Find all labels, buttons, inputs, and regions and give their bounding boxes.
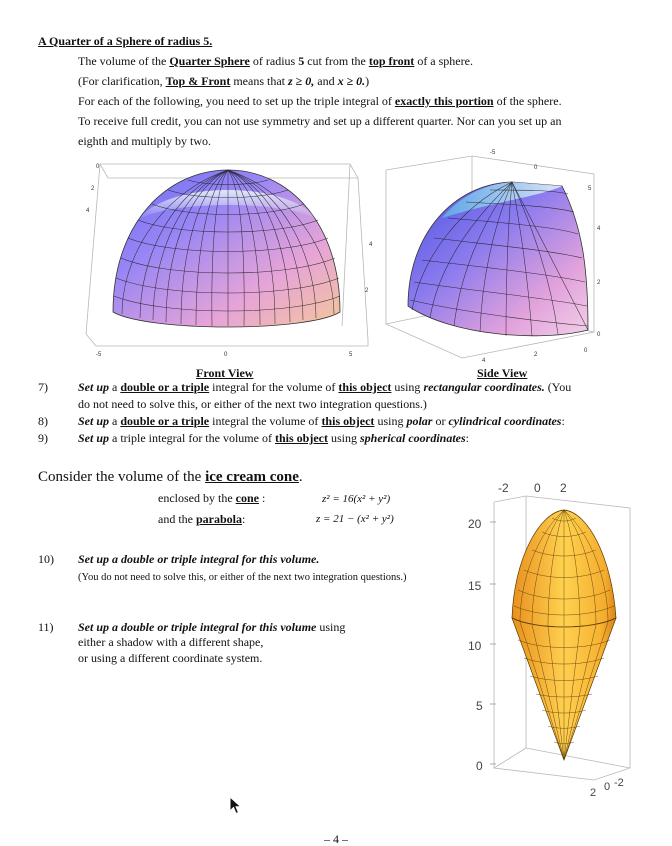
text: integral for the volume of [209, 380, 339, 394]
z-condition: z ≥ 0, [287, 74, 315, 88]
q10-number: 10) [38, 552, 54, 566]
text: enclosed by the [158, 491, 236, 505]
text: ) [365, 74, 370, 88]
text: polar [406, 414, 433, 428]
text: : [561, 414, 565, 428]
q11-option-1: either a shadow with a different shape, [78, 635, 264, 649]
ice-cream-cone-solid [512, 510, 616, 760]
text: double or a triple [120, 414, 210, 428]
cone-top-tick-3: 2 [560, 481, 567, 495]
text: Consider the volume of the [38, 469, 206, 485]
radius-value: 5 [298, 54, 305, 68]
front-tick-bottom-mid: 0 [224, 352, 228, 358]
text: : [465, 431, 469, 445]
cone-top-tick-1: -2 [498, 481, 509, 495]
cone-z-tick-10: 10 [468, 639, 482, 653]
x-condition: x ≥ 0. [337, 74, 366, 88]
text: (You [544, 380, 572, 394]
cone-z-tick-20: 20 [468, 517, 482, 531]
side-tick-right-4: 4 [597, 226, 601, 232]
intro-line [78, 51, 473, 71]
side-view-label: Side View [477, 366, 528, 380]
side-tick-top-left: -5 [490, 150, 496, 156]
text: of the sphere. [493, 94, 562, 108]
ice-cream-cone-term: ice cream cone [205, 469, 299, 485]
side-tick-top-mid: 0 [534, 165, 538, 171]
text: For each of the following, you need to set up the triple integral of [78, 94, 395, 108]
q7-note: do not need to solve this, or either of the next two integration questions.) [78, 397, 427, 411]
text: cylindrical coordinates [448, 414, 562, 428]
cone-z-tick-5: 5 [476, 699, 483, 713]
parabola-line [158, 509, 245, 529]
side-view-figure [382, 146, 608, 368]
text: Set up a double or triple integral for this volume [78, 620, 317, 634]
q8-text [78, 412, 565, 430]
cone-z-tick-15: 15 [468, 579, 482, 593]
text: spherical coordinates [359, 431, 466, 445]
text: and the [158, 512, 196, 526]
front-tick-right-4: 4 [369, 242, 373, 248]
top-front-term: top front [368, 54, 415, 68]
text: : [258, 491, 266, 505]
side-tick-bottom-4: 4 [482, 358, 486, 364]
q9-text [78, 429, 469, 447]
ice-cream-cone-figure [462, 478, 642, 800]
quarter-sphere-term: Quarter Sphere [169, 54, 250, 68]
text: rectangular coordinates. [423, 380, 545, 394]
side-tick-right-0: 0 [597, 332, 601, 338]
quarter-sphere-front [113, 170, 340, 327]
quarter-sphere-side [408, 182, 588, 336]
q9-number: 9) [38, 431, 48, 445]
cone-top-tick-2: 0 [534, 481, 541, 495]
text: : [242, 512, 246, 526]
side-tick-bottom-0: 0 [584, 348, 588, 354]
text: (For clarification, [78, 74, 166, 88]
text: using [327, 431, 360, 445]
text: integral the volume of [209, 414, 322, 428]
text: or [432, 414, 449, 428]
cone-z-tick-0: 0 [476, 759, 483, 773]
text: using [374, 414, 407, 428]
front-tick-left-top: 0 [96, 164, 100, 170]
text: a [109, 380, 121, 394]
q11-option-2: or using a different coordinate system. [78, 651, 263, 665]
clarification-line [78, 71, 369, 91]
cone-heading [38, 466, 303, 488]
cone-bottom-tick-2: 0 [604, 781, 611, 793]
q7-text [78, 378, 571, 396]
text: The volume of the [78, 54, 170, 68]
text: Set up [78, 431, 110, 445]
q11-number: 11) [38, 620, 54, 634]
text: means that [230, 74, 288, 88]
mouse-cursor-icon [229, 796, 243, 816]
text: cut from the [304, 54, 369, 68]
side-tick-top-right: 5 [588, 186, 592, 192]
front-view-label: Front View [196, 366, 254, 380]
side-tick-right-2: 2 [597, 280, 601, 286]
top-front-term: Top & Front [165, 74, 231, 88]
cone-equation: z² = 16(x² + y²) [322, 493, 391, 505]
cone-bottom-tick-3: -2 [614, 777, 624, 789]
text: and [314, 74, 338, 88]
enclosed-line [158, 488, 265, 508]
front-tick-left-mid: 2 [91, 186, 95, 192]
front-tick-bottom-left: -5 [96, 352, 102, 358]
q10-text: Set up a double or triple integral for this volume. [78, 552, 320, 566]
side-tick-bottom-2: 2 [534, 352, 538, 358]
text: double or a triple [120, 380, 210, 394]
text: of a sphere. [414, 54, 473, 68]
q8-number: 8) [38, 414, 48, 428]
cone-term: cone [235, 491, 259, 505]
front-tick-left-low: 4 [86, 208, 90, 214]
cone-bottom-tick-1: 2 [590, 787, 597, 799]
text: this object [321, 414, 375, 428]
credit-line-2: eighth and multiply by two. [78, 134, 211, 148]
instruction-line [78, 91, 562, 111]
text: a [109, 414, 121, 428]
q7-number: 7) [38, 380, 48, 394]
front-tick-right-2: 2 [365, 288, 369, 294]
text: using [316, 620, 346, 634]
parabola-term: parabola [196, 512, 243, 526]
text: . [298, 469, 303, 485]
text: Set up [78, 414, 110, 428]
text: this object [274, 431, 328, 445]
front-tick-bottom-right: 5 [349, 352, 353, 358]
page-number: – 4 – [324, 832, 348, 846]
parabola-equation: z = 21 − (x² + y²) [316, 513, 394, 525]
section-title: A Quarter of a Sphere of radius 5. [38, 34, 213, 48]
credit-line-1: To receive full credit, you can not use symmetry and set up a different quarter. Nor can you set up an [78, 114, 562, 128]
text: Set up [78, 380, 110, 394]
text: of radius [249, 54, 299, 68]
text: a triple integral for the volume of [109, 431, 275, 445]
text: using [391, 380, 424, 394]
text: this object [338, 380, 392, 394]
q10-note: (You do not need to solve this, or either of the next two integration questions.) [78, 572, 407, 583]
exact-portion-term: exactly this portion [394, 94, 494, 108]
front-view-figure [78, 150, 378, 372]
